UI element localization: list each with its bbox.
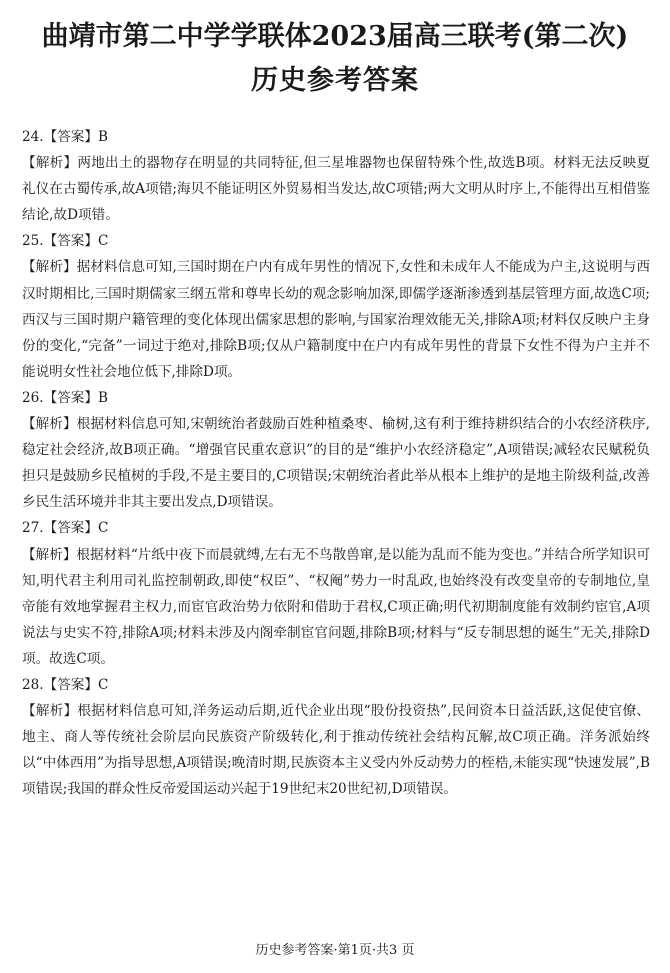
analysis-text: 根据材料“片纸中夜下而晨就缚,左右无不鸟散兽窜,是以能为乱而不能为变也。”并结合所学知识可知,明代君主利用司礼监控制朝政,即使“权臣”、“权阉”势力一时乱政,也始终没有改变皇帝的专制地位,皇帝能有效地掌握君主权力,而宦官政治势力依附和借助于君权,C项正确;明代初期制度能有效制约宦官,A项说法与史实不符,排除A项;材料未涉及内阁牵制宦官问题,排除B项;材料与“反专制思想的诞生”无关,排除D项。故选C项。	[22, 546, 650, 667]
answer-value: C	[98, 676, 109, 693]
answer-value: C	[98, 233, 109, 250]
analysis-paragraph	[22, 411, 650, 515]
answer-label: 【答案】	[43, 676, 98, 693]
answer-line	[22, 124, 650, 150]
answer-label: 【答案】	[43, 520, 98, 537]
question-block-28	[22, 672, 650, 802]
question-block-25	[22, 228, 650, 385]
answer-value: C	[98, 520, 109, 537]
analysis-text: 根据材料信息可知,宋朝统治者鼓励百姓种植桑枣、榆树,这有利于维持耕织结合的小农经济秩序,稳定社会经济,故B项正确。“增强官民重农意识”的目的是“维护小农经济稳定”,A项错误;减轻农民赋税负担只是鼓励乡民植树的手段,不是主要目的,C项错误;宋朝统治者此举从根本上维护的是地主阶级利益,改善乡民生活环境并非其主要出发点,D项错误。	[22, 416, 651, 511]
analysis-label: 【解析】	[22, 546, 77, 563]
exam-title: 曲靖市第二中学学联体2023届高三联考(第二次)	[41, 21, 629, 52]
analysis-label: 【解析】	[22, 416, 77, 433]
answer-line	[22, 385, 650, 411]
question-number: 26.	[22, 389, 44, 406]
answer-label: 【答案】	[43, 233, 98, 250]
question-block-26	[22, 385, 650, 515]
analysis-paragraph	[22, 254, 650, 384]
analysis-text: 根据材料信息可知,洋务运动后期,近代企业出现“股份投资热”,民间资本日益活跃,这促使官僚、地主、商人等传统社会阶层向民族资产阶级转化,利于推动传统社会结构瓦解,故C项正确。洋务派始终以“中体西用”为指导思想,A项错误;晚清时期,民族资本主义受内外反动势力的桎梏,未能实现“快速发展”,B项错误;我国的群众性反帝爱国运动兴起于19世纪末20世纪初,D项错误。	[22, 703, 650, 798]
analysis-label: 【解析】	[22, 703, 78, 720]
answer-value: B	[98, 389, 108, 406]
question-block-24	[22, 124, 650, 228]
question-number: 28.	[22, 676, 44, 693]
question-number: 24.	[22, 129, 44, 145]
answer-label: 【答案】	[43, 389, 98, 406]
analysis-paragraph	[22, 542, 650, 672]
page-footer: 历史参考答案·第1页·共3 页	[255, 943, 415, 958]
answer-line	[22, 228, 650, 254]
answer-line	[22, 672, 650, 698]
analysis-paragraph	[22, 698, 650, 802]
answer-label: 【答案】	[43, 129, 98, 145]
analysis-text: 两地出土的器物存在明显的共同特征,但三星堆器物也保留特殊个性,故选B项。材料无法反映夏礼仪在古蜀传承,故A项错;海贝不能证明区外贸易相当发达,故C项错;两大文明从时序上,不能得出互相借鉴结论,故D项错。	[22, 155, 650, 224]
answer-line	[22, 515, 650, 541]
exam-subtitle: 历史参考答案	[251, 65, 419, 96]
answer-content	[22, 124, 650, 802]
question-number: 27.	[22, 520, 44, 537]
answer-value: B	[98, 129, 108, 145]
question-number: 25.	[22, 233, 44, 250]
analysis-paragraph	[22, 150, 650, 228]
analysis-label: 【解析】	[22, 259, 77, 276]
analysis-label: 【解析】	[22, 155, 78, 172]
analysis-text: 据材料信息可知,三国时期在户内有成年男性的情况下,女性和未成年人不能成为户主,这说明与西汉时期相比,三国时期儒家三纲五常和尊卑长幼的观念影响加深,即儒学逐渐渗透到基层管理方面,故选C项;西汉与三国时期户籍管理的变化体现出儒家思想的影响,与国家治理效能无关,排除A项;材料仅反映户主身份的变化,“完备”一词过于绝对,排除B项;仅从户籍制度中在户内有成年男性的背景下女性不得为户主并不能说明女性社会地位低下,排除D项。	[22, 259, 651, 380]
question-block-27	[22, 515, 650, 672]
